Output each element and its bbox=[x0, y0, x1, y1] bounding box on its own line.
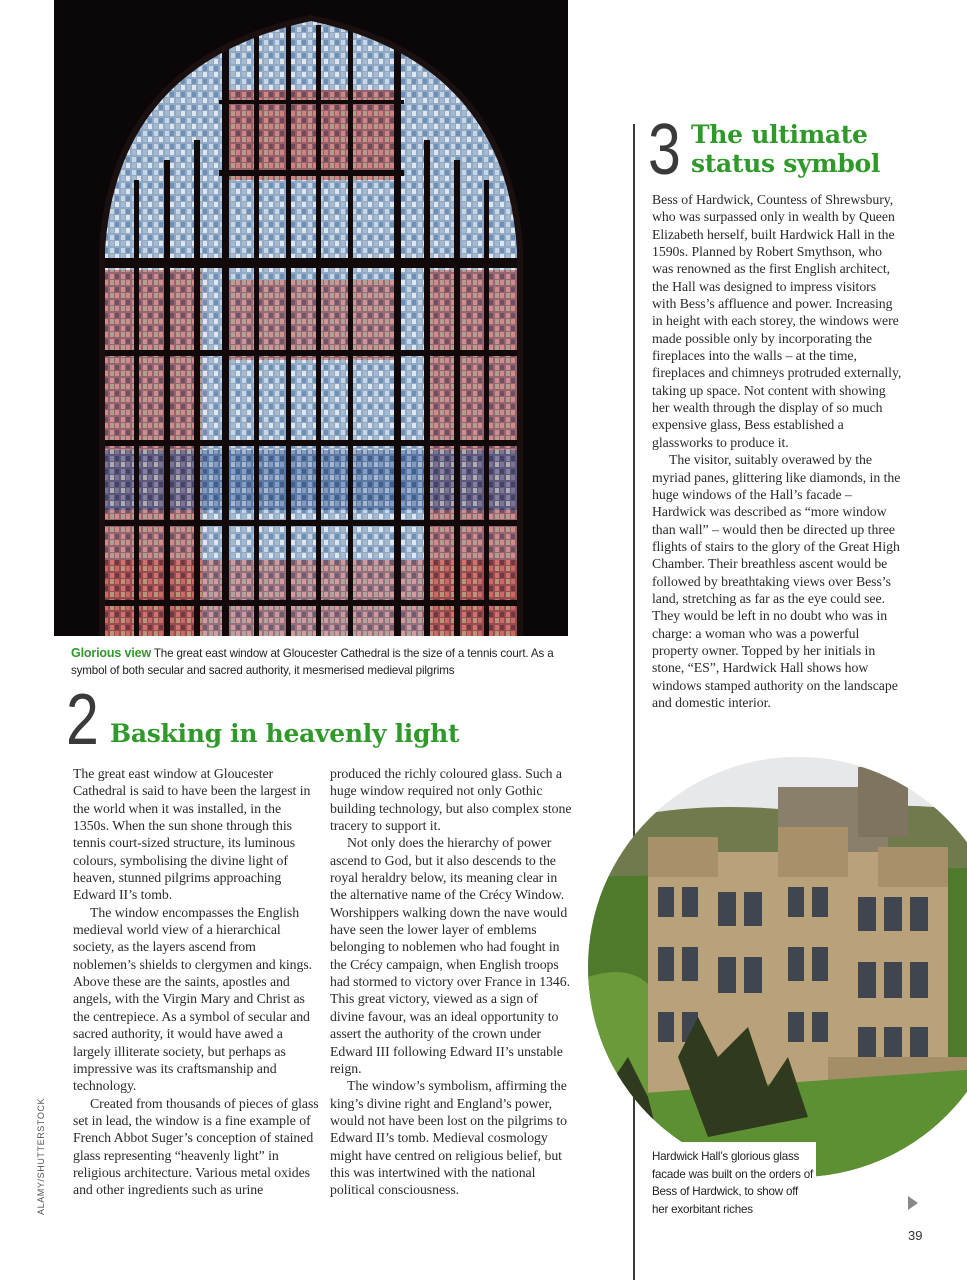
paragraph: The window’s symbolism, affirming the king’s divine right and England’s power, would not have been lost on the pilgrims to Edward II’s tomb. Medieval cosmology might have centred on religious belief, but this was intertwined with the national political consciousness. bbox=[330, 1078, 567, 1198]
next-page-arrow-icon bbox=[908, 1196, 918, 1210]
section-2-heading: Basking in heavenly light bbox=[110, 719, 460, 748]
section-3-heading: The ultimate status symbol bbox=[691, 120, 881, 178]
paragraph: Created from thousands of pieces of glass set in lead, the window is a fine example of French Abbot Suger’s conception of stained glass representing “heavenly light” in religious architecture. Various metal oxides and other ingredients such as urine bbox=[73, 1095, 319, 1198]
caption-title: Glorious view bbox=[71, 646, 152, 660]
paragraph: The great east window at Gloucester Cathedral is said to have been the largest in the world when it was installed, in the 1350s. When the sun shone through this tennis court-sized structure, its luminous colours, symbolising the divine light of heaven, stunned pilgrims approaching Edward II’s tomb. bbox=[73, 766, 311, 903]
section-3-column bbox=[652, 191, 902, 711]
stained-glass-window-photo bbox=[54, 0, 568, 636]
column-divider bbox=[633, 124, 635, 1280]
paragraph: Bess of Hardwick, Countess of Shrewsbury, who was surpassed only in wealth by Queen Elizabeth herself, built Hardwick Hall in the 1590s. Planned by Robert Smythson, who was renowned as the first English architect, the Hall was designed to impress visitors with Bess’s affluence and power. Increasing in height with each storey, the windows were made possible only by incorporating the fireplaces into the walls – at the time, fireplaces and chimneys protruded externally, taking up space. Not content with showing her wealth through the display of so much expensive glass, Bess established a glassworks to produce it. bbox=[652, 192, 902, 450]
section-2-column-1 bbox=[73, 765, 319, 1199]
page-number: 39 bbox=[908, 1228, 923, 1243]
section-2-column-2 bbox=[330, 765, 575, 1199]
section-3-number: 3 bbox=[648, 110, 681, 190]
window-photo-caption bbox=[71, 645, 561, 679]
hardwick-hall-photo bbox=[588, 757, 967, 1177]
paragraph: produced the richly coloured glass. Such a huge window required not only Gothic building technology, but also complex stone tracery to support it. bbox=[330, 766, 572, 834]
photo-credit: ALAMY/SHUTTERSTOCK bbox=[36, 1097, 46, 1215]
caption-text: The great east window at Gloucester Cathedral is the size of a tennis court. As a symbol of both secular and sacred authority, it mesmerised medieval pilgrims bbox=[71, 647, 554, 677]
paragraph: The visitor, suitably overawed by the myriad panes, glittering like diamonds, in the huge windows of the Hall’s facade – Hardwick was described as “more window than wall” – would then be directed up three flights of stairs to the glory of the Great High Chamber. Their breathless ascent would be followed by breathtaking views over Bess’s land, stretching as far as the eye could see. They would be left in no doubt who was in charge: a woman who was a powerful property owner. Topped by her initials in stone, “ES”, Hardwick Hall shows how windows stamped authority on the landscape and domestic interior. bbox=[652, 452, 901, 710]
paragraph: The window encompasses the English medieval world view of a hierarchical society, as the layers ascend from noblemen’s shields to clergymen and kings. Above these are the saints, apostles and angels, with the Virgin Mary and Christ as the centrepiece. As a symbol of secular and sacred authority, it would have awed a largely illiterate society, but perhaps as impressive was its craftsmanship and technology. bbox=[73, 904, 313, 1094]
section-2-number: 2 bbox=[66, 680, 99, 760]
paragraph: Not only does the hierarchy of power ascend to God, but it also descends to the royal heraldry below, its meaning clear in the alternative name of the Crécy Window. Worshippers walking down the nave would have seen the lower layer of emblems belonging to noblemen who had fought in the Crécy campaign, when English troops had stormed to victory over France in 1346. This great victory, viewed as a sign of divine favour, was an ideal opportunity to assert the authority of the crown under Edward III following Edward II’s unstable reign. bbox=[330, 835, 571, 1076]
hall-photo-caption: Hardwick Hall’s glorious glass facade was built on the orders of Bess of Hardwick, to show off her exorbitant riches bbox=[652, 1150, 813, 1216]
